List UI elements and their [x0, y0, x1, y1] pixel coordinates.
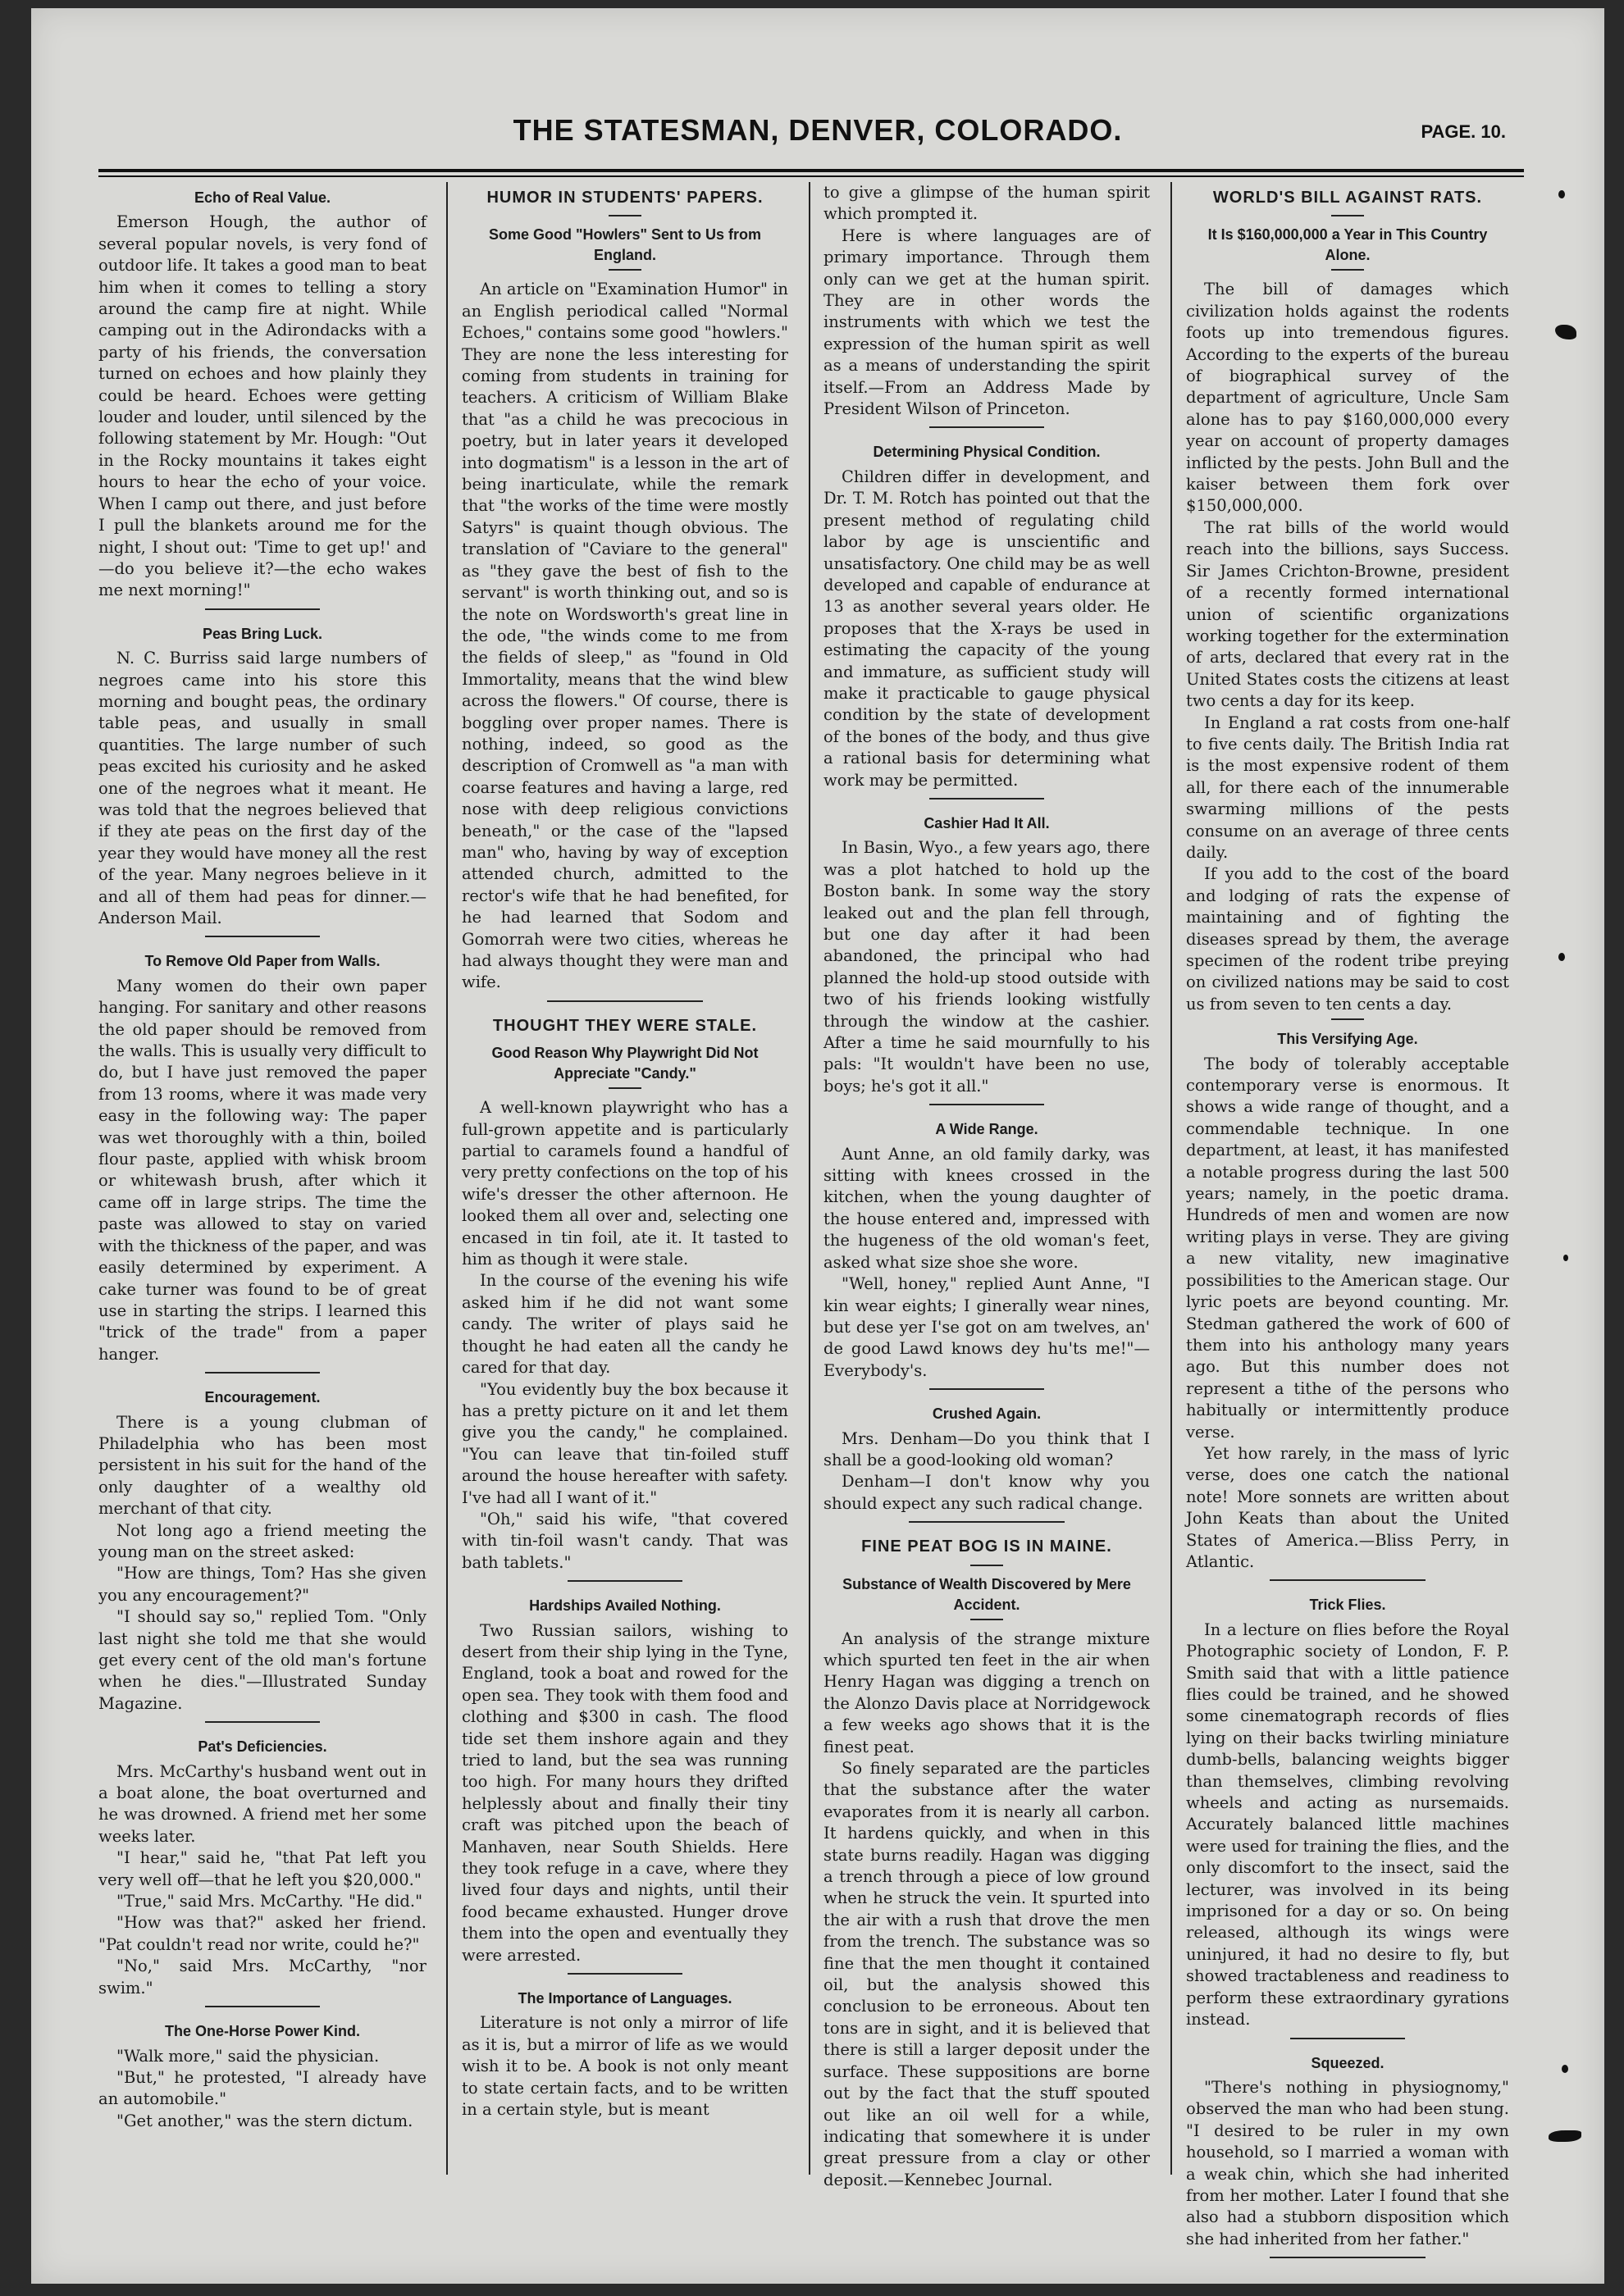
column-2 [462, 182, 788, 2175]
page-number: PAGE. 10. [1421, 121, 1506, 142]
separator [1331, 269, 1364, 271]
paragraph: "You evidently buy the box because it has a pretty picture on it and let them give you the candy," he complained. "You can leave that tin-foiled stuff around the house hereafter with safety. I've had all I want of it." [462, 1379, 788, 1507]
paragraph: In England a rat costs from one-half to five cents daily. The British India rat is the most expensive rodent of them all, for there each of the innumerable swarming millions of the pests consume on an average of three cents daily. [1186, 713, 1509, 862]
article-body: "There's nothing in physiognomy," observed the man who had been stung. "I desired to be ruler in my own household, so I married a woman with a weak chin, which she had inherited from her mother. Later I found that she also had a stubborn disposition which she had inherited from her father." [1186, 2077, 1509, 2248]
separator [205, 1721, 320, 1723]
article-body: Many women do their own paper hanging. For sanitary and other reasons the old paper should be removed from the walls. This is usually very difficult to do, but I have just removed the paper from 13 rooms, where it was made very easy in the following way: The paper was wet thoroughly with a thin, boiled flour paste, applied with whisk broom or whitewash brush, after which it came off in large strips. The time the paste was allowed to stay on varied with the thickness of the paper, and was easily determined by experiment. A cake turner was found to be of great use in starting the strips. I learned this "trick of the trade" from a paper hanger. [98, 976, 427, 1364]
newspaper-title: THE STATESMAN, DENVER, COLORADO. [513, 113, 1123, 147]
separator [970, 1619, 1003, 1620]
separator [609, 269, 641, 271]
separator [568, 1580, 682, 1582]
paragraph: An analysis of the strange mixture which spurted ten feet in the air when Henry Hagan was digging a trench on the Alonzo Davis place at Norridgewock a few weeks ago shows that it is the finest peat. [823, 1629, 1150, 1756]
article-body: An article on "Examination Humor" in an English periodical called "Normal Echoes," contains some good "howlers." They are none the less interesting for coming from students in training for teachers. A criticism of William Blake that "as a child he was precocious in poetry, but in later years it developed into dogmatism" is a lesson in the art of being inarticulate, while the remark that "the works of the time were mostly Satyrs" is quaint though obvious. The translation of "Caviare to the general" as "they gave the best of fish to the servant" is worth thinking out, and so is the note on Wordsworth's great line in the ode, "the winds come to me from the fields of sleep," as "found in Old Immortality, means that the wind blew across the flowers." Of course, there is boggling over proper names. There is nothing, indeed, so good as the description of Cromwell as "a man with coarse features and having a large, red nose with deep religious convictions beneath," or the case of the "lapsed man" who, having by way of exception attended church, admitted to the rector's wife that he had benefited, for he had learned that Sodom and Gomorrah were two cities, whereas he had always thought they were man and wife. [462, 280, 788, 992]
paragraph: There is a young clubman of Philadelphia who has been most persistent in his suit for the hand of the only daughter of a wealthy old merchant of that city. [98, 1412, 427, 1519]
article-body: Children differ in development, and Dr. T. M. Rotch has pointed out that the present method of regulating child labor by age is unscientific and unsatisfactory. One child may be as well developed and capable of endurance at 13 as another several years older. He proposes that the X-rays be used in estimating the capacity of the young and immature, as sufficient study will make it practicable to gauge physical condition by the state of development of the bones of the body, and thus give a rational basis for determining what work may be permitted. [823, 467, 1150, 790]
paragraph: Denham—I don't know why you should expect any such radical change. [823, 1472, 1150, 1513]
headline: Cashier Had It All. [924, 814, 1050, 831]
paragraph: "How are things, Tom? Has she given you any encouragement?" [98, 1564, 427, 1605]
ink-speck [1558, 953, 1565, 961]
headline: WORLD'S BILL AGAINST RATS. [1212, 189, 1483, 207]
paragraph: The rat bills of the world would reach into the billions, says Success. Sir James Crichton-Browne, president of a recently formed international union of scientific organizations working together for the extermination of arts, declared that every rat in the United States costs the citizens at least two cents a day for its keep. [1186, 517, 1509, 711]
headline: A Wide Range. [935, 1121, 1038, 1138]
column-divider [809, 182, 810, 2175]
article-body: Two Russian sailors, wishing to desert from their ship lying in the Tyne, England, took a boat and rowed for the open sea. They took with them food and clothing and $300 in cash. The flood tide set them inshore again and they tried to land, but the sea was running too high. For many hours they drifted helplessly about and finally their tiny craft was pitched upon the beach of Manhaven, near South Shields. Here they took refuge in a cave, where they lived four days and nights, until their food became exhausted. Hunger drove them into the open and eventually they were arrested. [462, 1620, 788, 1965]
column-3 [823, 182, 1150, 2189]
headline: Hardships Availed Nothing. [529, 1597, 721, 1615]
ink-speck [1563, 1255, 1568, 1261]
columns [98, 182, 1509, 2248]
article-body: In a lecture on flies before the Royal Photographic society of London, F. P. Smith said that with a little patience flies could be trained, and he showed some cinematograph records of flies lying on their backs twirling miniature dumb-bells, balancing weights bigger than themselves, climbing revolving wheels and acting as nursemaids. Accurately balanced little machines were used for training the flies, and the only discomfort to the insect, said the lecturer, was involved in its being imprisoned for a day or so. On being released, although its wings were uninjured, it had no desire to fly, but showed tractableness and readiness to perform these extraordinary gyrations instead. [1186, 1620, 1509, 2029]
paragraph: Yet how rarely, in the mass of lyric verse, does one catch the national note! More sonnets are written about John Keats than about the United States of America.—Bliss Perry, in Atlantic. [1186, 1443, 1509, 1571]
paragraph: Here is where languages are of primary importance. Through them only can we get at the human spirit. They are in other words the instruments with which we test the expression of the human spirit as well as a means of understanding the spirit itself.—From an Address Made by President Wilson of Princeton. [823, 226, 1150, 419]
separator [205, 1372, 320, 1374]
separator [1290, 2038, 1405, 2039]
ink-speck [1555, 325, 1576, 339]
headline: Peas Bring Luck. [202, 625, 323, 642]
separator [929, 426, 1044, 428]
paragraph: Mrs. McCarthy's husband went out in a boat alone, the boat overturned and he was drowned. A friend met her some weeks later. [98, 1761, 427, 1846]
separator [1270, 2257, 1426, 2258]
paragraph: to give a glimpse of the human spirit which prompted it. [823, 183, 1150, 224]
subheadline: Substance of Wealth Discovered by Mere Accident. [842, 1575, 1131, 1613]
separator [609, 215, 641, 216]
paragraph: "Walk more," said the physician. [116, 2046, 380, 2066]
subheadline: Some Good "Howlers" Sent to Us from England. [488, 226, 762, 264]
separator [1331, 1018, 1364, 1020]
article-body: Emerson Hough, the author of several popular novels, is very fond of outdoor life. It takes a good man to beat him when it comes to telling a story around the camp fire at night. While camping out in the Adirondacks with a party of his friends, the conversation turned on echoes and how plainly they could be heard. Echoes were getting louder and louder, until silenced by the following statement by Mr. Hough: "Out in the Rocky mountains it takes eight hours to hear the echo of your voice. When I camp out there, and just before I pull the blankets around me for the night, I shout out: 'Time to get up!' and—do you believe it?—the echo wakes me next morning!" [98, 212, 427, 600]
paragraph: If you add to the cost of the board and lodging of rats the expense of maintaining and of fighting the diseases spread by them, the average specimen of the rodent tribe preying on civilized nations may be said to cost us from seven to ten cents a day. [1186, 864, 1509, 1014]
paragraph: "No," said Mrs. McCarthy, "nor swim." [98, 1957, 427, 1998]
separator [929, 1388, 1044, 1390]
paragraph: "I should say so," replied Tom. "Only last night she told me that she would get every cent of the old man's fortune when he dies."—Illustrated Sunday Magazine. [98, 1607, 427, 1713]
article-body: Literature is not only a mirror of life as it is, but a mirror of life as we would wish it to be. A book is not only meant to state certain facts, and to be written in a certain style, but is meant [462, 2013, 788, 2120]
headline: This Versifying Age. [1277, 1031, 1418, 1048]
separator [609, 1087, 641, 1089]
newspaper-page [31, 8, 1604, 2284]
paragraph: Not long ago a friend meeting the young man on the street asked: [98, 1520, 427, 1561]
ink-speck [1558, 190, 1565, 198]
paragraph: "I hear," said he, "that Pat left you very well off—that he left you $20,000." [98, 1848, 427, 1889]
paragraph: Aunt Anne, an old family darky, was sitting with knees crossed in the kitchen, when the young daughter of the house entered and, impressed with the hugeness of the old woman's feet, asked what size shoe she wore. [823, 1144, 1150, 1272]
masthead [31, 113, 1604, 154]
paragraph: "Get another," was the stern dictum. [116, 2111, 413, 2130]
headline: Determining Physical Condition. [873, 444, 1101, 461]
paragraph: Mrs. Denham—Do you think that I shall be a good-looking old woman? [823, 1428, 1150, 1469]
separator [205, 936, 320, 937]
headline: Crushed Again. [932, 1405, 1042, 1423]
paragraph: "But," he protested, "I already have an automobile." [98, 2067, 427, 2109]
headline: Trick Flies. [1309, 1597, 1386, 1614]
column-1 [98, 182, 427, 2175]
article-body: N. C. Burriss said large numbers of negroes came into his store this morning and bought peas, the ordinary table peas, and usually in small quantities. The large number of such peas excited his curiosity and he asked one of the negroes what it meant. He was told that the negroes believed that if they ate peas on the first day of the year they would have money all the rest of the year. Many negroes believe in it and all of them had peas for dinner.—Anderson Mail. [98, 649, 427, 927]
paragraph: A well-known playwright who has a full-grown appetite and is particularly partial to caramels found a handful of very pretty confections on the top of his wife's dresser the other afternoon. He looked them all over and, selecting one encased in tin foil, ate it. It tasted to him as though it were stale. [462, 1098, 788, 1269]
separator [929, 1104, 1044, 1105]
separator [929, 798, 1044, 800]
subheadline: It Is $160,000,000 a Year in This Country Alone. [1207, 226, 1488, 264]
separator [1331, 215, 1364, 216]
paragraph: So finely separated are the particles that the substance after the water evaporates from it is nearly all carbon. It hardens quickly, and when in this state burns readily. Hagan was digging a trench through a piece of low ground when he struck the vein. It spurted into the air with a rush that drove the men from the trench. The substance was so fine that the men thought it contained oil, but the analysis showed this conclusion to be erroneous. About ten tons are in sight, and it is believed that there is still a larger deposit under the surface. These suppositions are borne out by the fact that the stuff spouted out like an oil well for a while, indicating that somewhere it is under great pressure from a clay or other deposit.—Kennebec Journal. [823, 1759, 1150, 2189]
separator [205, 608, 320, 610]
headline: The One-Horse Power Kind. [164, 2023, 361, 2040]
subheadline: Good Reason Why Playwright Did Not Appreciate "Candy." [491, 1045, 759, 1082]
paragraph: In the course of the evening his wife asked him if he did not want some candy. The writer of plays said he thought he had eaten all the candy he cared for that day. [462, 1271, 788, 1378]
headline: THOUGHT THEY WERE STALE. [492, 1016, 758, 1035]
paragraph: The bill of damages which civilization holds against the rodents foots up into tremendous figures. According to the experts of the bureau of biographical survey of the department of agriculture, Uncle Sam alone has to pay $160,000,000 every year on account of property damages inflicted by the pests. John Bull and the kaiser between them fork over $150,000,000. [1186, 280, 1509, 516]
paragraph: "Oh," said his wife, "that covered with tin-foil wasn't candy. That was bath tablets." [462, 1509, 788, 1572]
headline: FINE PEAT BOG IS IN MAINE. [861, 1538, 1112, 1556]
column-divider [446, 182, 448, 2175]
headline: Pat's Deficiencies. [198, 1738, 327, 1756]
headline: HUMOR IN STUDENTS' PAPERS. [486, 189, 764, 207]
column-divider [1170, 182, 1172, 2175]
headline: Echo of Real Value. [194, 189, 331, 206]
masthead-rule [98, 169, 1524, 177]
paragraph: "True," said Mrs. McCarthy. "He did." [116, 1892, 423, 1911]
headline: Squeezed. [1311, 2054, 1385, 2071]
paragraph: "How was that?" asked her friend. "Pat couldn't read nor write, could he?" [98, 1913, 427, 1954]
separator [970, 1565, 1003, 1566]
article-body: In Basin, Wyo., a few years ago, there was a plot hatched to hold up the Boston bank. In some way the story leaked out and the plan fell through, but one day after it had been abandoned, the principal who had planned the hold-up stood outside with two of his friends looking wistfully through the window at the cashier. After a time he said mournfully to his pals: "It wouldn't have been no use, boys; he's got it all." [823, 838, 1150, 1096]
ink-speck [1549, 2130, 1581, 2142]
separator [909, 1521, 1065, 1523]
column-4 [1186, 182, 1509, 2248]
headline: Encouragement. [204, 1389, 321, 1406]
ink-speck [1562, 2065, 1568, 2073]
headline: To Remove Old Paper from Walls. [144, 953, 381, 970]
headline: The Importance of Languages. [518, 1990, 732, 2007]
separator [568, 1973, 682, 1975]
separator [205, 2006, 320, 2007]
paragraph: "Well, honey," replied Aunt Anne, "I kin wear eights; I ginerally wear nines, but dese yer I'se got on am twelves, an' de good Lawd knows dey hu'ts me!"—Everybody's. [823, 1274, 1150, 1380]
separator [547, 1000, 703, 1002]
paragraph: The body of tolerably acceptable contemporary verse is enormous. It shows a wide range of thought, and a commendable technique. In one department, at least, it has manifested a notable progress during the last 500 years; namely, in the poetic drama. Hundreds of men and women are now writing plays in verse. They are giving a new vitality, new imaginative possibilities to the American stage. Our lyric poets are beyond counting. Mr. Stedman gathered the work of 600 of them into his anthology many years ago. But this number does not represent a tithe of the persons who habitually or intermittently produce verse. [1186, 1054, 1509, 1442]
separator [1270, 1579, 1426, 1581]
